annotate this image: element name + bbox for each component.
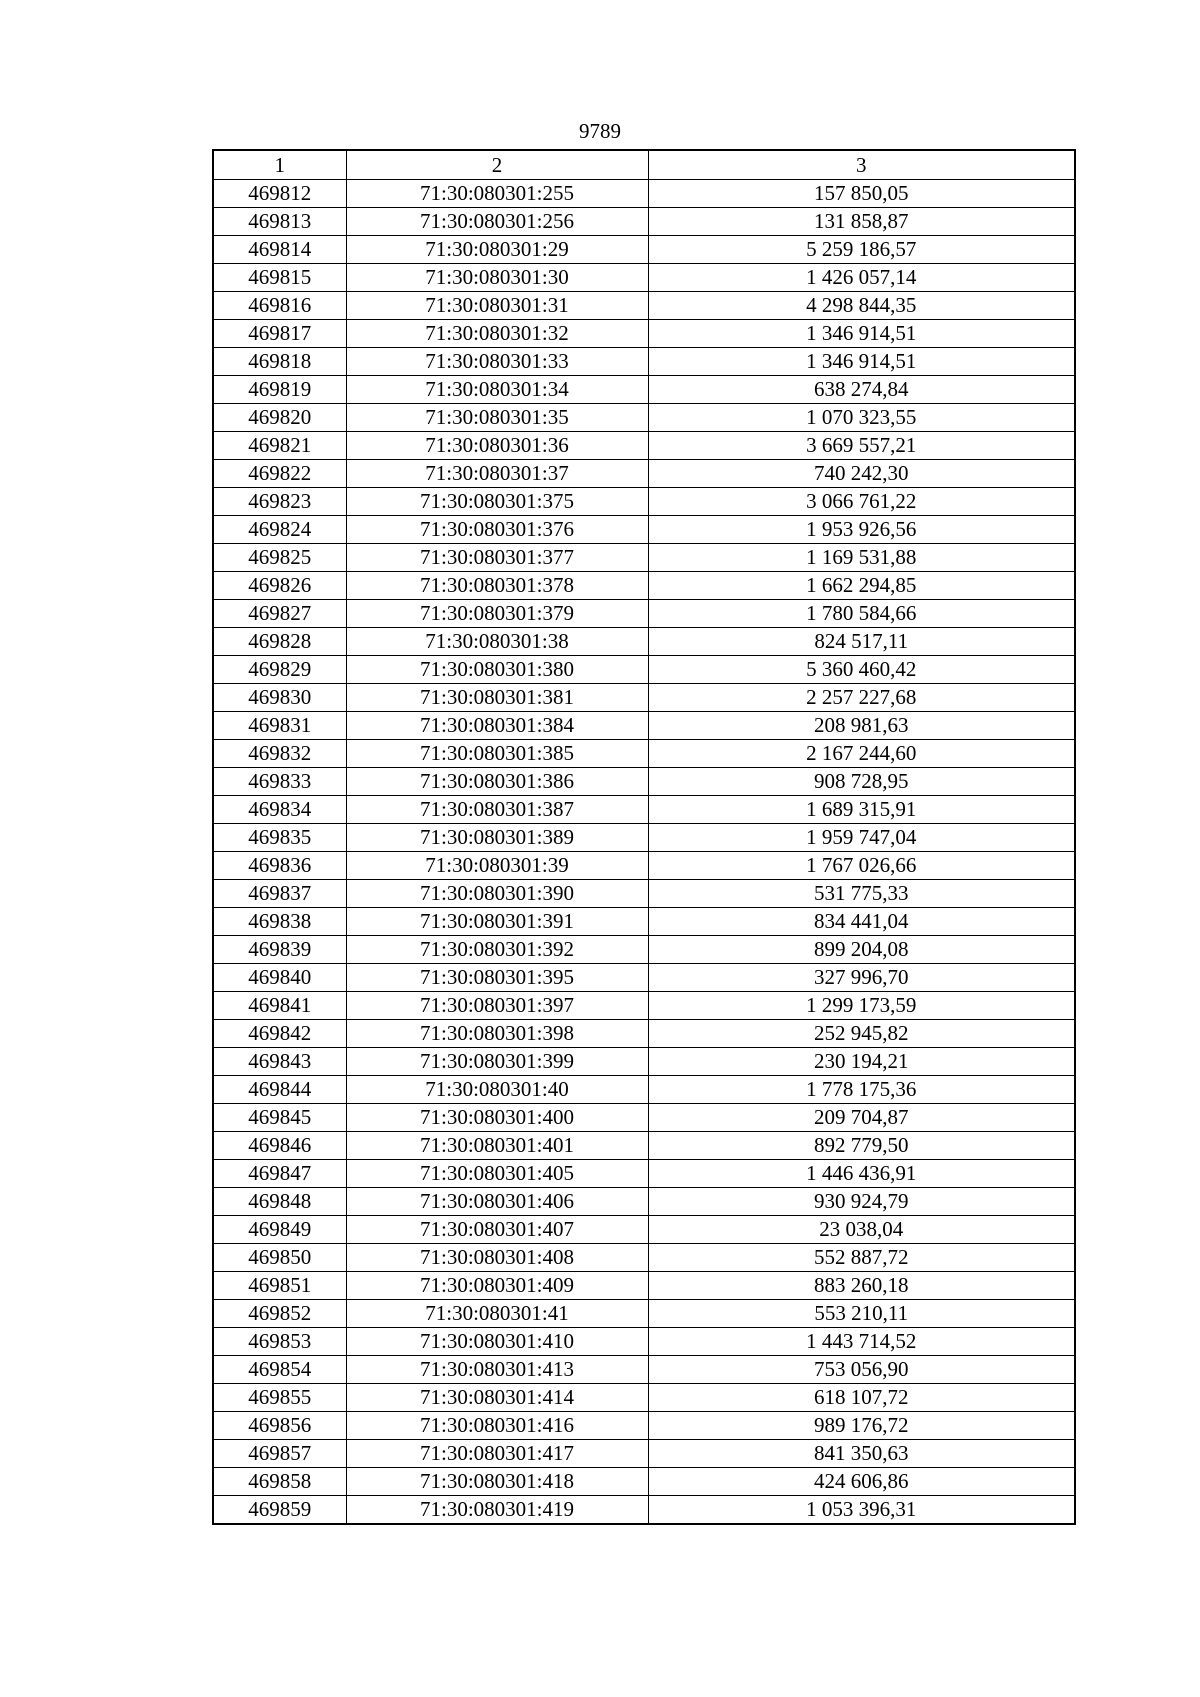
row-number-cell: 469853 [213,1328,346,1356]
cadastral-value-cell: 230 194,21 [648,1048,1075,1076]
table-row [213,1160,1075,1188]
cadastral-value-cell: 1 299 173,59 [648,992,1075,1020]
table-row [213,1048,1075,1076]
cadastral-number-cell: 71:30:080301:37 [346,460,648,488]
cadastral-value-cell: 1 780 584,66 [648,600,1075,628]
cadastral-value-cell: 553 210,11 [648,1300,1075,1328]
row-number-cell: 469830 [213,684,346,712]
cadastral-number-cell: 71:30:080301:384 [346,712,648,740]
cadastral-number-cell: 71:30:080301:413 [346,1356,648,1384]
row-number-cell: 469849 [213,1216,346,1244]
table-row [213,936,1075,964]
cadastral-value-cell: 1 446 436,91 [648,1160,1075,1188]
table-row [213,376,1075,404]
cadastral-number-cell: 71:30:080301:400 [346,1104,648,1132]
cadastral-value-cell: 1 778 175,36 [648,1076,1075,1104]
cadastral-value-cell: 157 850,05 [648,180,1075,208]
row-number-cell: 469825 [213,544,346,572]
cadastral-value-cell: 1 767 026,66 [648,852,1075,880]
cadastral-number-cell: 71:30:080301:417 [346,1440,648,1468]
row-number-cell: 469823 [213,488,346,516]
row-number-cell: 469843 [213,1048,346,1076]
table-row [213,740,1075,768]
row-number-cell: 469834 [213,796,346,824]
cadastral-value-cell: 834 441,04 [648,908,1075,936]
cadastral-value-cell: 908 728,95 [648,768,1075,796]
cadastral-value-cell: 883 260,18 [648,1272,1075,1300]
table-row [213,768,1075,796]
row-number-cell: 469845 [213,1104,346,1132]
row-number-cell: 469858 [213,1468,346,1496]
column-header-2: 2 [346,150,648,180]
table-row [213,1384,1075,1412]
cadastral-number-cell: 71:30:080301:33 [346,348,648,376]
cadastral-number-cell: 71:30:080301:398 [346,1020,648,1048]
cadastral-value-cell: 131 858,87 [648,208,1075,236]
cadastral-value-cell: 824 517,11 [648,628,1075,656]
cadastral-number-cell: 71:30:080301:386 [346,768,648,796]
cadastral-number-cell: 71:30:080301:408 [346,1244,648,1272]
row-number-cell: 469827 [213,600,346,628]
table-row [213,1244,1075,1272]
cadastral-value-cell: 1 443 714,52 [648,1328,1075,1356]
row-number-cell: 469822 [213,460,346,488]
table-row [213,180,1075,208]
cadastral-value-cell: 209 704,87 [648,1104,1075,1132]
table-row [213,572,1075,600]
table-row [213,1076,1075,1104]
row-number-cell: 469850 [213,1244,346,1272]
table-row [213,1188,1075,1216]
cadastral-number-cell: 71:30:080301:41 [346,1300,648,1328]
cadastral-number-cell: 71:30:080301:29 [346,236,648,264]
table-row [213,208,1075,236]
cadastral-number-cell: 71:30:080301:378 [346,572,648,600]
table-row [213,544,1075,572]
cadastral-value-cell: 1 346 914,51 [648,348,1075,376]
row-number-cell: 469816 [213,292,346,320]
table-row [213,488,1075,516]
cadastral-value-cell: 1 959 747,04 [648,824,1075,852]
cadastral-value-cell: 1 426 057,14 [648,264,1075,292]
cadastral-number-cell: 71:30:080301:31 [346,292,648,320]
row-number-cell: 469819 [213,376,346,404]
cadastral-number-cell: 71:30:080301:255 [346,180,648,208]
cadastral-value-cell: 892 779,50 [648,1132,1075,1160]
cadastral-value-cell: 424 606,86 [648,1468,1075,1496]
cadastral-number-cell: 71:30:080301:406 [346,1188,648,1216]
row-number-cell: 469841 [213,992,346,1020]
table-row [213,600,1075,628]
cadastral-number-cell: 71:30:080301:380 [346,656,648,684]
row-number-cell: 469818 [213,348,346,376]
cadastral-number-cell: 71:30:080301:376 [346,516,648,544]
row-number-cell: 469852 [213,1300,346,1328]
table-row [213,320,1075,348]
cadastral-number-cell: 71:30:080301:35 [346,404,648,432]
cadastral-number-cell: 71:30:080301:419 [346,1496,648,1525]
cadastral-value-cell: 1 689 315,91 [648,796,1075,824]
column-header-3: 3 [648,150,1075,180]
row-number-cell: 469831 [213,712,346,740]
row-number-cell: 469813 [213,208,346,236]
table-row [213,992,1075,1020]
cadastral-number-cell: 71:30:080301:389 [346,824,648,852]
table-body [213,180,1075,1525]
row-number-cell: 469840 [213,964,346,992]
cadastral-number-cell: 71:30:080301:399 [346,1048,648,1076]
cadastral-value-cell: 989 176,72 [648,1412,1075,1440]
cadastral-number-cell: 71:30:080301:391 [346,908,648,936]
cadastral-value-cell: 1 662 294,85 [648,572,1075,600]
row-number-cell: 469832 [213,740,346,768]
cadastral-number-cell: 71:30:080301:407 [346,1216,648,1244]
row-number-cell: 469854 [213,1356,346,1384]
cadastral-number-cell: 71:30:080301:410 [346,1328,648,1356]
table-row [213,236,1075,264]
cadastral-value-cell: 3 669 557,21 [648,432,1075,460]
row-number-cell: 469814 [213,236,346,264]
table-row [213,1468,1075,1496]
cadastral-value-cell: 1 346 914,51 [648,320,1075,348]
row-number-cell: 469833 [213,768,346,796]
cadastral-value-cell: 930 924,79 [648,1188,1075,1216]
cadastral-number-cell: 71:30:080301:401 [346,1132,648,1160]
table-row [213,1356,1075,1384]
cadastral-value-cell: 638 274,84 [648,376,1075,404]
row-number-cell: 469844 [213,1076,346,1104]
table-row [213,1440,1075,1468]
cadastral-number-cell: 71:30:080301:379 [346,600,648,628]
table-row [213,628,1075,656]
table-row [213,684,1075,712]
cadastral-value-cell: 3 066 761,22 [648,488,1075,516]
table-row [213,460,1075,488]
row-number-cell: 469856 [213,1412,346,1440]
table-row [213,824,1075,852]
table-row [213,516,1075,544]
cadastral-value-cell: 2 257 227,68 [648,684,1075,712]
row-number-cell: 469826 [213,572,346,600]
table-row [213,348,1075,376]
cadastral-value-cell: 1 169 531,88 [648,544,1075,572]
row-number-cell: 469842 [213,1020,346,1048]
column-header-1: 1 [213,150,346,180]
cadastral-number-cell: 71:30:080301:409 [346,1272,648,1300]
cadastral-value-cell: 1 953 926,56 [648,516,1075,544]
cadastral-number-cell: 71:30:080301:392 [346,936,648,964]
cadastral-value-cell: 1 070 323,55 [648,404,1075,432]
row-number-cell: 469838 [213,908,346,936]
table-row [213,292,1075,320]
cadastral-value-cell: 552 887,72 [648,1244,1075,1272]
table-row [213,404,1075,432]
table-row [213,1412,1075,1440]
cadastral-number-cell: 71:30:080301:32 [346,320,648,348]
table-row [213,432,1075,460]
row-number-cell: 469817 [213,320,346,348]
table-row [213,1328,1075,1356]
cadastral-number-cell: 71:30:080301:397 [346,992,648,1020]
cadastral-value-cell: 327 996,70 [648,964,1075,992]
cadastral-value-cell: 1 053 396,31 [648,1496,1075,1525]
table-row [213,1496,1075,1525]
cadastral-value-cell: 2 167 244,60 [648,740,1075,768]
cadastral-value-cell: 208 981,63 [648,712,1075,740]
table-row [213,1104,1075,1132]
cadastral-value-cell: 618 107,72 [648,1384,1075,1412]
row-number-cell: 469836 [213,852,346,880]
cadastral-number-cell: 71:30:080301:39 [346,852,648,880]
cadastral-number-cell: 71:30:080301:387 [346,796,648,824]
page-number: 9789 [579,119,621,143]
row-number-cell: 469828 [213,628,346,656]
cadastral-number-cell: 71:30:080301:377 [346,544,648,572]
row-number-cell: 469821 [213,432,346,460]
cadastral-value-cell: 740 242,30 [648,460,1075,488]
table-row [213,1020,1075,1048]
row-number-cell: 469835 [213,824,346,852]
cadastral-number-cell: 71:30:080301:36 [346,432,648,460]
row-number-cell: 469812 [213,180,346,208]
table-row [213,1300,1075,1328]
cadastral-number-cell: 71:30:080301:395 [346,964,648,992]
row-number-cell: 469829 [213,656,346,684]
cadastral-number-cell: 71:30:080301:390 [346,880,648,908]
row-number-cell: 469855 [213,1384,346,1412]
table-row [213,264,1075,292]
cadastral-number-cell: 71:30:080301:414 [346,1384,648,1412]
cadastral-value-cell: 4 298 844,35 [648,292,1075,320]
row-number-cell: 469846 [213,1132,346,1160]
cadastral-number-cell: 71:30:080301:256 [346,208,648,236]
table-row [213,908,1075,936]
row-number-cell: 469824 [213,516,346,544]
cadastral-value-cell: 23 038,04 [648,1216,1075,1244]
cadastral-number-cell: 71:30:080301:34 [346,376,648,404]
cadastral-value-cell: 531 775,33 [648,880,1075,908]
cadastral-number-cell: 71:30:080301:375 [346,488,648,516]
table-row [213,796,1075,824]
row-number-cell: 469859 [213,1496,346,1525]
cadastral-number-cell: 71:30:080301:381 [346,684,648,712]
cadastral-number-cell: 71:30:080301:418 [346,1468,648,1496]
row-number-cell: 469857 [213,1440,346,1468]
row-number-cell: 469837 [213,880,346,908]
cadastral-number-cell: 71:30:080301:385 [346,740,648,768]
table-row [213,656,1075,684]
cadastral-value-cell: 899 204,08 [648,936,1075,964]
cadastral-value-cell: 5 259 186,57 [648,236,1075,264]
row-number-cell: 469815 [213,264,346,292]
cadastral-value-table [212,149,1076,1525]
row-number-cell: 469851 [213,1272,346,1300]
table-row [213,1216,1075,1244]
table-row [213,880,1075,908]
cadastral-value-cell: 5 360 460,42 [648,656,1075,684]
table-row [213,1272,1075,1300]
table-row [213,852,1075,880]
cadastral-number-cell: 71:30:080301:405 [346,1160,648,1188]
cadastral-value-cell: 753 056,90 [648,1356,1075,1384]
table-row [213,964,1075,992]
cadastral-number-cell: 71:30:080301:38 [346,628,648,656]
cadastral-number-cell: 71:30:080301:30 [346,264,648,292]
row-number-cell: 469848 [213,1188,346,1216]
cadastral-value-cell: 252 945,82 [648,1020,1075,1048]
row-number-cell: 469820 [213,404,346,432]
cadastral-number-cell: 71:30:080301:416 [346,1412,648,1440]
table-row [213,1132,1075,1160]
row-number-cell: 469847 [213,1160,346,1188]
row-number-cell: 469839 [213,936,346,964]
cadastral-number-cell: 71:30:080301:40 [346,1076,648,1104]
table-header-row [213,150,1075,180]
cadastral-value-cell: 841 350,63 [648,1440,1075,1468]
table-row [213,712,1075,740]
